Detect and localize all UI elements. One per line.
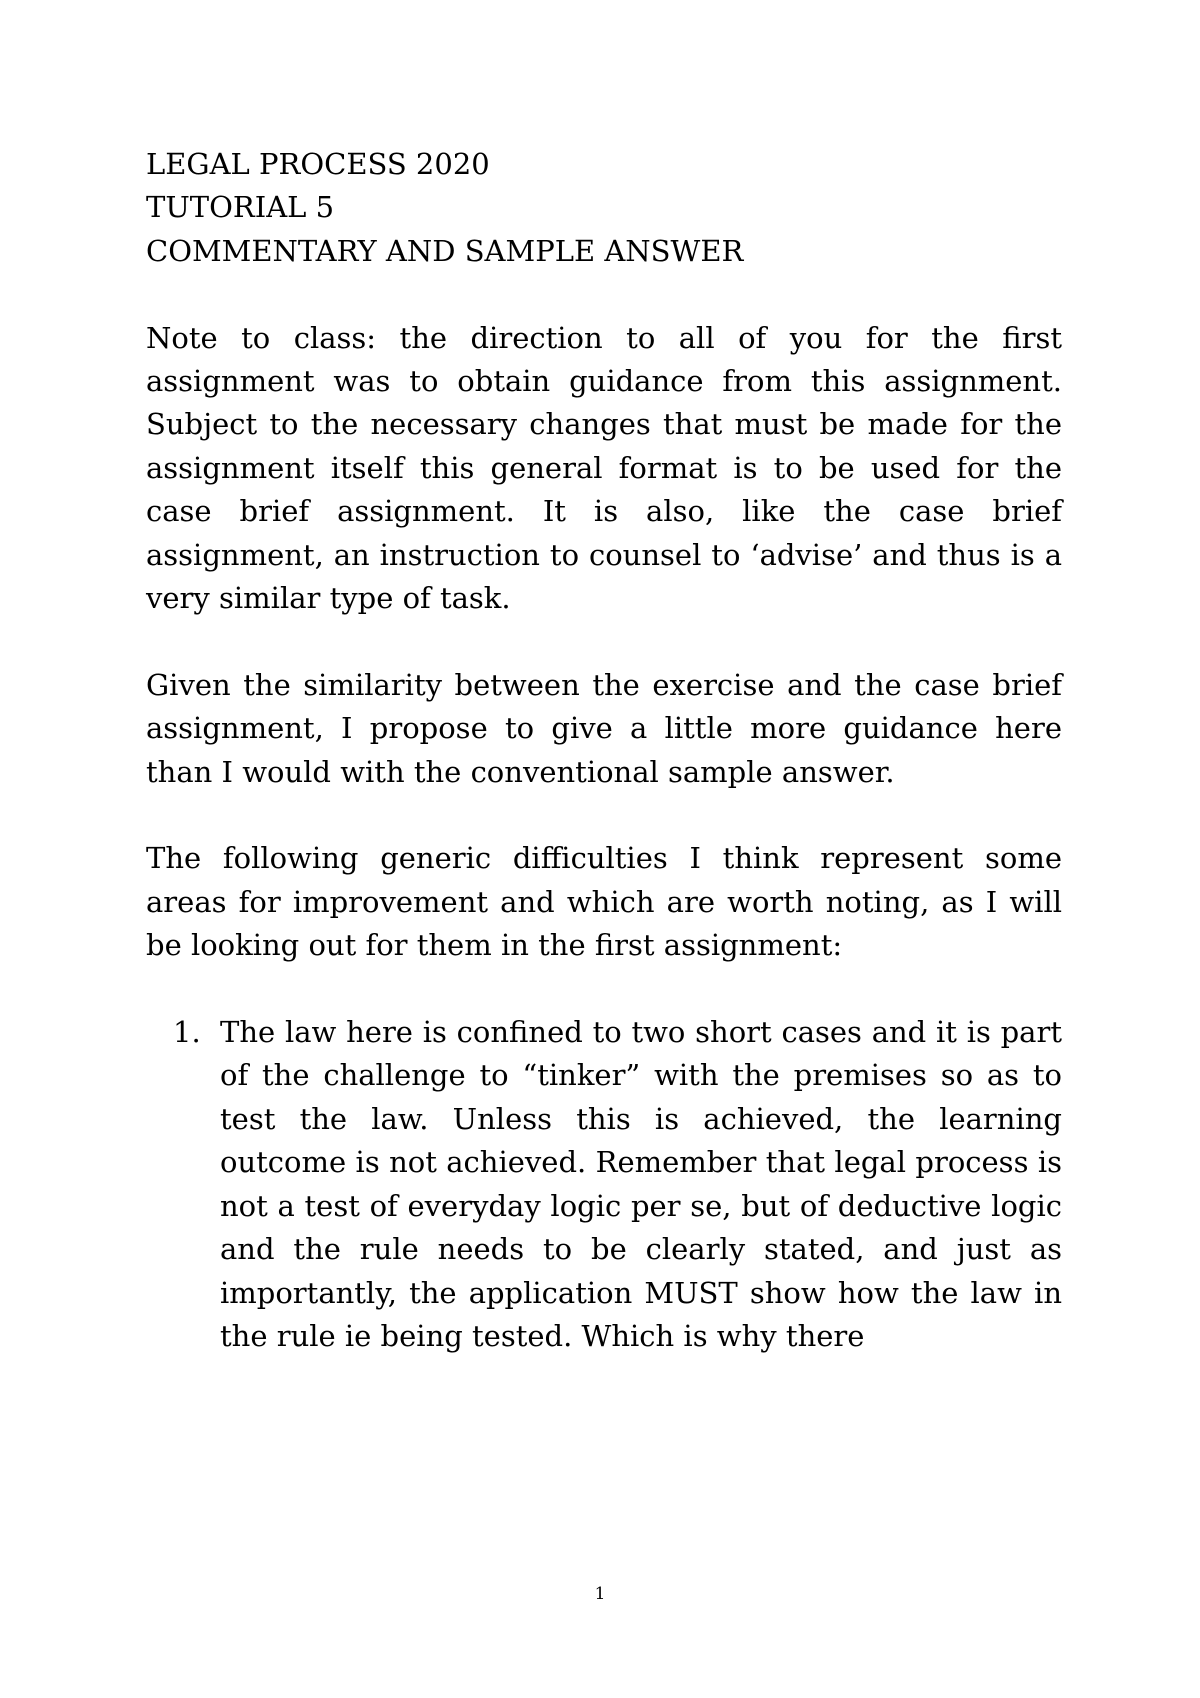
page-number: 1 bbox=[594, 1584, 606, 1604]
paragraph-generic-difficulties: The following generic difficulties I think represent some areas for improvement and which are worth noting, as I will be looking out for them in the first assignment: bbox=[146, 841, 1062, 963]
paragraph-note-to-class: Note to class: the direction to all of you for the first assignment was to obtain guidance from this assignment. Subject to the necessary changes that must be made for the assignment itself this general format is to be used for the case brief assignment. It is also, like the case brief assignment, an instruction to counsel to ‘advise’ and thus is a very similar type of task. bbox=[146, 320, 1062, 616]
list-marker: 1. bbox=[173, 1015, 201, 1050]
paragraph-similarity: Given the similarity between the exercise and the case brief assignment, I propose to give a little more guidance here than I would with the conventional sample answer. bbox=[146, 667, 1062, 789]
document-body bbox=[146, 143, 1062, 1358]
list-item bbox=[146, 1011, 1062, 1358]
list-item-text: The law here is confined to two short cases and it is part of the challenge to “tinker” with the premises so as to test the law. Unless this is achieved, the learning outcome is not achieved. Remember that legal process is not a test of everyday logic per se, but of deductive logic and the rule needs to be clearly stated, and just as importantly, the application MUST show how the law in the rule ie being tested. Which is why there bbox=[220, 1015, 1062, 1353]
course-title: LEGAL PROCESS 2020 bbox=[146, 147, 490, 181]
title-block bbox=[146, 143, 1062, 273]
document-subtitle: COMMENTARY AND SAMPLE ANSWER bbox=[146, 233, 744, 268]
tutorial-title: TUTORIAL 5 bbox=[146, 190, 335, 225]
numbered-list bbox=[146, 1011, 1062, 1358]
